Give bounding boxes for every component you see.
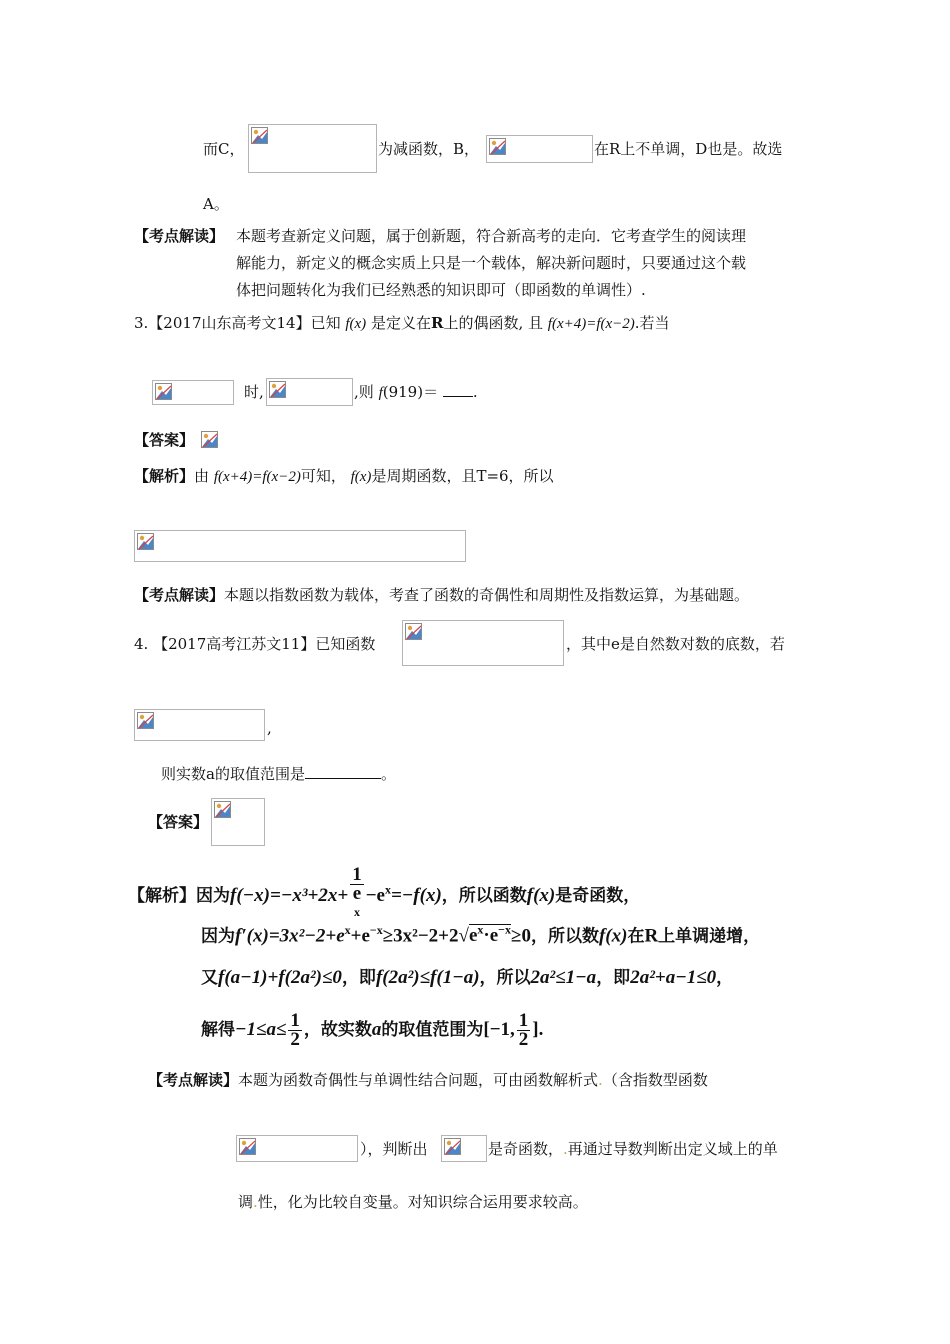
fraction [517, 1012, 531, 1049]
text-fragment: 调 [238, 1193, 254, 1211]
text-fragment: 而C， [203, 140, 245, 158]
math-f: f [345, 316, 350, 332]
broken-image-placeholder [248, 124, 377, 173]
answer-blank [443, 382, 473, 397]
text-line [378, 139, 479, 159]
math-fx: f(x) [350, 469, 372, 485]
math-equation: 2a²+a−1≤0 [630, 967, 717, 988]
text-line [203, 139, 244, 159]
solution-line-4 [201, 1012, 543, 1049]
text-fragment: 是奇函数， [488, 1140, 564, 1158]
text-fragment: 在 [627, 926, 645, 947]
text-fragment: 上的偶函数, 且 [443, 314, 543, 332]
text-fragment: ， [716, 968, 734, 988]
text-fragment: ，即 [596, 968, 631, 988]
question-3 [134, 313, 670, 334]
text-line [134, 585, 749, 605]
text-fragment: ），判断出 [360, 1140, 428, 1158]
section-label: 【解析】 [128, 886, 196, 907]
text-fragment: 又 [201, 968, 218, 988]
text-fragment: 则实数a的取值范围是 [161, 765, 305, 783]
math-a: a [371, 1018, 382, 1040]
text-fragment: 本题以指数函数为载体，考查了函数的奇偶性和周期性及指数运算，为基础题。 [224, 586, 750, 604]
fraction-denominator: 2 [518, 1029, 529, 1050]
math-exponent: −x [498, 923, 512, 937]
math-exponent: −x [369, 923, 383, 937]
text-fragment: 是周期函数，且T=6，所以 [371, 467, 554, 485]
math-interval: ]. [532, 1018, 544, 1040]
text-fragment: 。 [380, 765, 396, 783]
text-line [488, 1139, 778, 1159]
broken-image-icon [201, 431, 218, 448]
text-fragment: . [472, 383, 478, 401]
text-fragment: 在R上不单调，D也是。故选 [594, 140, 783, 158]
broken-image-placeholder [486, 135, 593, 163]
text-line: A。 [203, 195, 229, 213]
broken-image-icon [269, 381, 286, 398]
fraction [288, 1012, 302, 1049]
text-line [594, 139, 782, 159]
math-fx: f(x) [598, 925, 628, 947]
math-fx: f(x) [526, 885, 556, 907]
text-line [134, 466, 554, 487]
math-e: ·e [483, 925, 499, 947]
text-line: 体把问题转化为我们已经熟悉的知识即可（即函数的单调性）. [236, 281, 646, 299]
broken-image-placeholder [236, 1135, 358, 1162]
broken-image-icon [137, 533, 154, 550]
math-R: R [644, 925, 659, 947]
text-fragment: ，即 [341, 968, 376, 988]
math-equation: +e [350, 925, 370, 947]
math-R: R [430, 314, 444, 332]
section-label: 【考点解读】 [148, 1071, 239, 1089]
math-interval: [−1, [483, 1018, 515, 1040]
text-line [148, 1070, 708, 1090]
solution-line-2 [201, 917, 760, 949]
radical [469, 924, 511, 946]
math-equation: f(x+4)=f(x−2) [213, 469, 301, 485]
text-line: 解能力，新定义的概念实质上只是一个载体，解决新问题时，只要通过这个载 [236, 254, 747, 272]
text-fragment: ，故实数 [303, 1019, 372, 1040]
broken-image-placeholder [211, 798, 265, 846]
text-fragment: . [598, 1071, 603, 1089]
text-fragment: 再通过导数判断出定义域上的单 [567, 1140, 778, 1158]
broken-image-icon [489, 138, 506, 155]
text-fragment: 是定义在 [370, 314, 431, 332]
math-e: e [468, 925, 478, 947]
broken-image-icon [405, 623, 422, 640]
section-label: 【考点解读】 [134, 586, 225, 604]
text-fragment: (919)＝ [382, 383, 439, 401]
text-fragment: ，其中e是自然数对数的底数，若 [566, 635, 785, 653]
math-equation: −1≤a≤ [235, 1018, 287, 1040]
text-fragment: ,则 [354, 383, 374, 401]
text-fragment: ，所以数 [530, 926, 599, 947]
text-fragment: 为减函数，B， [378, 140, 480, 158]
broken-image-placeholder [152, 380, 234, 405]
section-label: 【考点解读】 [134, 227, 225, 245]
math-exponent: x [344, 923, 351, 937]
broken-image-icon [155, 383, 172, 400]
text-line [238, 1192, 588, 1212]
text-fragment: ，所以函数 [441, 886, 527, 907]
broken-image-placeholder [402, 620, 564, 666]
broken-image-placeholder [441, 1135, 487, 1162]
fraction-numerator: 1 [290, 1010, 300, 1031]
broken-image-placeholder [134, 530, 466, 562]
math-equation: =−f(x) [390, 885, 442, 907]
text-fragment: 解得 [201, 1019, 235, 1040]
math-equation: f(−x)=−x³+2x+ [230, 885, 349, 907]
question-head: 4. 【2017高考江苏文11】已知函数 [134, 635, 376, 653]
math-equation: ≥3x²−2+2√ [382, 925, 469, 947]
text-line [161, 764, 396, 784]
math-equation: f(a−1)+f(2a²)≤0 [218, 967, 342, 988]
fraction-numerator: 1 [352, 864, 362, 885]
math-equation: f(x+4)=f(x−2) [547, 316, 635, 332]
text-fragment: . [253, 1193, 258, 1211]
broken-image-placeholder [201, 429, 219, 451]
text-fragment: 时, [244, 383, 264, 401]
math-exponent: x [477, 923, 484, 937]
text-line: 本题考查新定义问题，属于创新题，符合新高考的走向．它考查学生的阅读理 [236, 227, 747, 245]
math-equation: f(2a²)≤f(1−a) [375, 967, 480, 988]
math-exponent: x [384, 882, 391, 897]
text-fragment: 是奇函数， [555, 886, 641, 907]
text-fragment: 本题为函数奇偶性与单调性结合问题，可由函数解析式 [238, 1071, 599, 1089]
broken-image-placeholder [266, 378, 353, 406]
fraction-denominator: 2 [290, 1029, 300, 1050]
text-fragment: 性，化为比较自变量。对知识综合运用要求较高。 [257, 1193, 588, 1211]
text-fragment: 可知， [300, 467, 346, 485]
answer-label: 【答案】 [148, 813, 209, 831]
text-fragment: ，所以 [479, 968, 531, 988]
text-line [354, 382, 478, 403]
broken-image-icon [137, 712, 154, 729]
text-fragment: . [563, 1140, 568, 1158]
broken-image-icon [239, 1138, 256, 1155]
broken-image-icon [444, 1138, 461, 1155]
broken-image-icon [214, 801, 231, 818]
math-e: e [352, 883, 362, 904]
solution-line-3 [201, 965, 733, 991]
text-fragment: .若当 [634, 314, 670, 332]
math-equation: f′(x)=3x²−2+e [235, 925, 345, 947]
answer-blank [305, 764, 381, 779]
text-fragment: （含指数型函数 [602, 1071, 708, 1089]
text-fragment: 因为 [201, 926, 235, 947]
text-fragment: , [267, 719, 272, 737]
text-fragment: 上单调递增， [658, 926, 761, 947]
math-equation: ≥0 [511, 925, 531, 947]
math-x: (x) [349, 316, 367, 332]
math-equation: 2a²≤1−a [530, 967, 597, 988]
math-f: f [378, 385, 383, 401]
fraction-numerator: 1 [518, 1010, 529, 1031]
text-fragment: 的取值范围为 [381, 1019, 484, 1040]
math-exponent: x [353, 905, 360, 919]
section-label: 【解析】 [134, 467, 195, 485]
broken-image-icon [251, 127, 268, 144]
text-fragment: 由 [194, 467, 210, 485]
math-equation: −e [365, 885, 385, 907]
answer-label: 【答案】 [134, 431, 195, 449]
broken-image-placeholder [134, 709, 265, 741]
text-fragment: 因为 [196, 886, 230, 907]
question-head: 3.【2017山东高考文14】已知 [134, 314, 341, 332]
